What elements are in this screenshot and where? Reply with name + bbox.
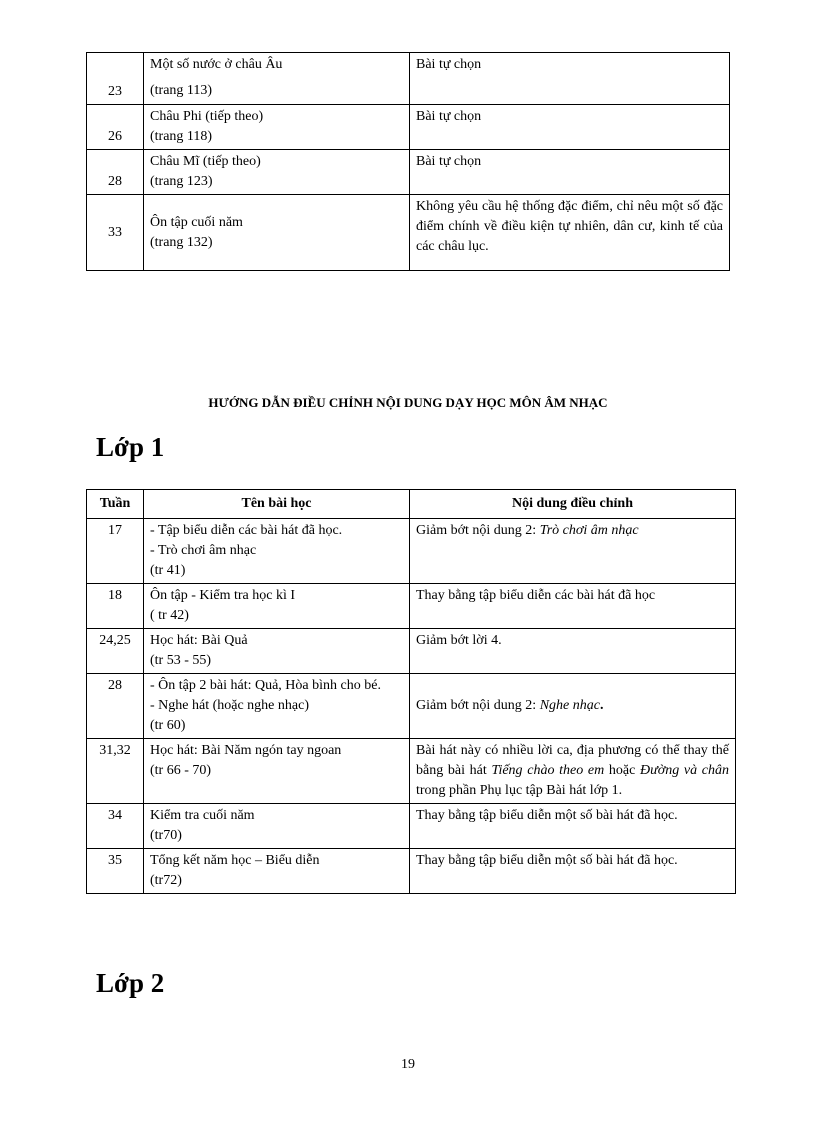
section-heading: HƯỚNG DẪN ĐIỀU CHỈNH NỘI DUNG DẠY HỌC MÔN ÂM NHẠC	[208, 395, 608, 410]
week-cell: 17	[87, 519, 144, 584]
table-row	[87, 53, 730, 105]
week-cell: 35	[87, 849, 144, 894]
week-cell: 28	[87, 150, 144, 195]
adjust-text: Giảm bớt nội dung 2:	[416, 523, 540, 538]
lesson-line: ( tr 42)	[150, 608, 189, 623]
lesson-page: (trang 118)	[150, 129, 213, 144]
note-cell: Bài tự chọn	[410, 105, 730, 150]
table-row	[87, 629, 736, 674]
lesson-line: (tr70)	[150, 828, 182, 843]
lesson-title: Châu Phi (tiếp theo)	[150, 109, 264, 124]
week-cell: 24,25	[87, 629, 144, 674]
lesson-cell	[144, 195, 410, 271]
note-cell: Bài tự chọn	[410, 150, 730, 195]
adjust-after: hoặc	[604, 763, 640, 778]
adjust-text: Bài hát này có nhiều lời ca, địa phương có thể thay thế bằng bài hát	[416, 743, 729, 778]
week-cell: 23	[87, 53, 144, 105]
header-week: Tuần	[87, 490, 144, 519]
note-cell: Bài tự chọn	[410, 53, 730, 105]
header-row	[87, 490, 736, 519]
lesson-cell	[144, 674, 410, 739]
lesson-line: Tổng kết năm học – Biểu diễn	[150, 853, 320, 868]
lesson-title: Ôn tập cuối năm	[150, 214, 243, 230]
lesson-line: Học hát: Bài Năm ngón tay ngoan	[150, 743, 342, 758]
lesson-line: Học hát: Bài Quả	[150, 633, 248, 648]
grade-1-title: Lớp 1	[96, 432, 165, 462]
music-adjustment-table	[86, 489, 736, 894]
adjust-after: .	[599, 698, 604, 713]
lesson-line: Ôn tập - Kiểm tra học kì I	[150, 588, 296, 603]
table-row	[87, 849, 736, 894]
lesson-line: - Nghe hát (hoặc nghe nhạc)	[150, 698, 309, 713]
lesson-line: (tr 53 - 55)	[150, 653, 212, 668]
table-row	[87, 674, 736, 739]
adjust-cell	[410, 519, 736, 584]
lesson-line: Kiểm tra cuối năm	[150, 808, 255, 823]
table-row	[87, 804, 736, 849]
lesson-cell	[144, 105, 410, 150]
header-lesson: Tên bài học	[144, 490, 410, 519]
lesson-line: (tr 66 - 70)	[150, 763, 212, 778]
lesson-line: (tr 41)	[150, 563, 186, 578]
lesson-line: (tr72)	[150, 873, 182, 888]
lesson-line: - Ôn tập 2 bài hát: Quả, Hòa bình cho bé.	[150, 678, 381, 693]
lesson-cell	[144, 739, 410, 804]
lesson-title: Châu Mĩ (tiếp theo)	[150, 154, 261, 169]
table-row	[87, 195, 730, 271]
adjust-italic-2: Đường và chân	[640, 763, 729, 778]
week-cell: 18	[87, 584, 144, 629]
week-cell: 33	[87, 195, 144, 271]
week-cell: 31,32	[87, 739, 144, 804]
adjust-cell: Thay bằng tập biểu diễn một số bài hát đã học.	[410, 804, 736, 849]
adjust-italic: Tiếng chào theo em	[491, 763, 605, 778]
table-row	[87, 519, 736, 584]
lesson-line: - Tập biểu diễn các bài hát đã học.	[150, 523, 343, 538]
adjust-text: Giảm bớt nội dung 2:	[416, 698, 540, 713]
lesson-cell	[144, 629, 410, 674]
adjust-cell: Thay bằng tập biểu diễn một số bài hát đã học.	[410, 849, 736, 894]
adjust-cell: Giảm bớt lời 4.	[410, 629, 736, 674]
note-cell: Không yêu cầu hệ thống đặc điểm, chỉ nêu một số đặc điểm chính về điều kiện tự nhiên, dân cư, kinh tế của các châu lục.	[410, 195, 730, 271]
adjust-cell	[410, 739, 736, 804]
lesson-page: (trang 123)	[150, 174, 213, 189]
lesson-line: - Trò chơi âm nhạc	[150, 543, 257, 558]
lesson-cell	[144, 519, 410, 584]
adjust-cell: Thay bằng tập biểu diễn các bài hát đã học	[410, 584, 736, 629]
week-cell: 26	[87, 105, 144, 150]
lesson-line: (tr 60)	[150, 718, 186, 733]
header-adjust: Nội dung điều chỉnh	[410, 490, 736, 519]
lesson-cell	[144, 150, 410, 195]
geography-adjustment-table	[86, 52, 730, 271]
lesson-page: (trang 132)	[150, 234, 213, 250]
table-row	[87, 150, 730, 195]
lesson-title: Một số nước ở châu Âu	[150, 57, 283, 72]
grade-2-title: Lớp 2	[96, 968, 165, 998]
table-row	[87, 739, 736, 804]
week-cell: 34	[87, 804, 144, 849]
adjust-italic: Trò chơi âm nhạc	[539, 523, 639, 538]
lesson-page: (trang 113)	[150, 83, 213, 98]
adjust-after-2: trong phần Phụ lục tập Bài hát lớp 1.	[416, 783, 623, 798]
adjust-italic: Nghe nhạc	[539, 698, 600, 713]
lesson-cell	[144, 804, 410, 849]
page-number: 19	[401, 1057, 415, 1072]
lesson-cell	[144, 584, 410, 629]
lesson-cell	[144, 53, 410, 105]
table-row	[87, 105, 730, 150]
week-cell: 28	[87, 674, 144, 739]
adjust-cell	[410, 674, 736, 739]
lesson-cell	[144, 849, 410, 894]
table-row	[87, 584, 736, 629]
